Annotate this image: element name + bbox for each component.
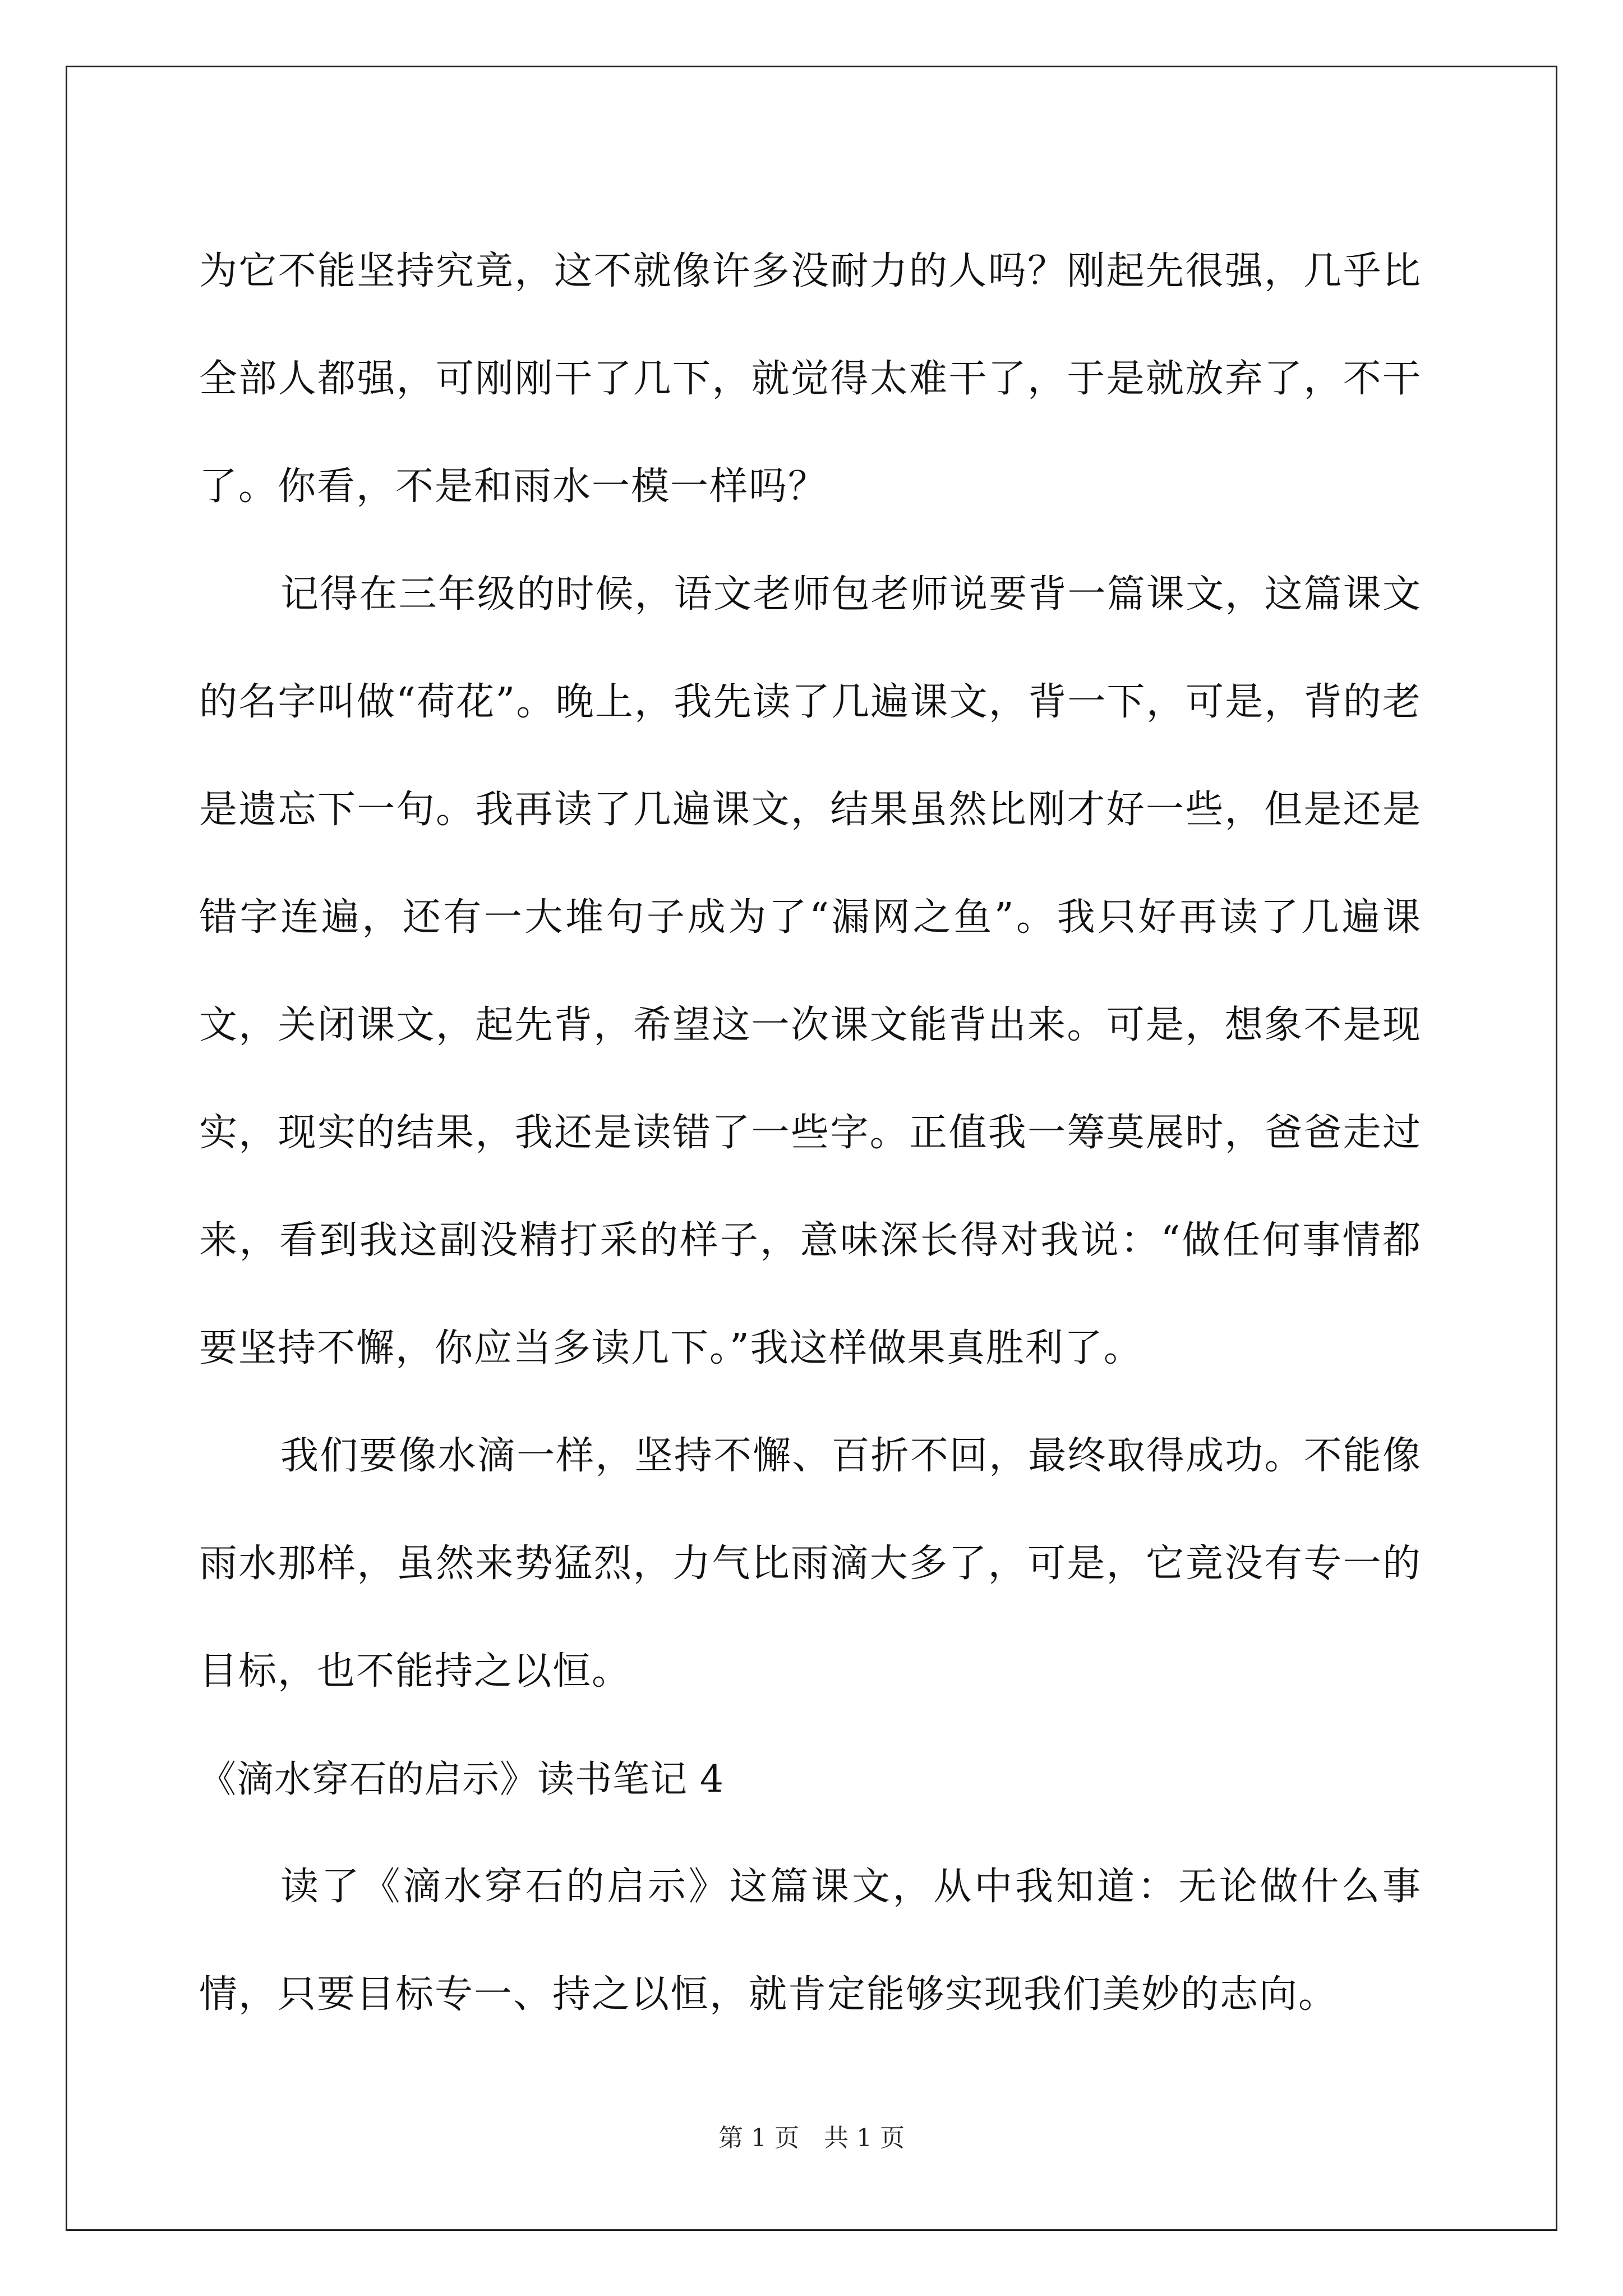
- paragraph-reading-note: 读了《滴水穿石的启示》这篇课文，从中我知道：无论做什么事情，只要目标专一、持之以恒，就肯定能够实现我们美妙的志向。: [199, 1865, 1422, 2017]
- document-body: [199, 218, 1422, 2049]
- page-footer: 第 1 页 共 1 页: [718, 2124, 905, 2152]
- paragraph-conclusion: 我们要像水滴一样，坚持不懈、百折不回，最终取得成功。不能像雨水那样，虽然来势猛烈，力气比雨滴大多了，可是，它竟没有专一的目标，也不能持之以恒。: [199, 1434, 1422, 1694]
- paragraph-continuation: 为它不能坚持究竟，这不就像许多没耐力的人吗？刚起先很强，几乎比全部人都强，可刚刚干了几下，就觉得太难干了，于是就放弃了，不干了。你看，不是和雨水一模一样吗？: [199, 249, 1422, 509]
- section-heading: 《滴水穿石的启示》读书笔记 4: [199, 1757, 724, 1801]
- paragraph-memory: 记得在三年级的时候，语文老师包老师说要背一篇课文，这篇课文的名字叫做“荷花”。晚上，我先读了几遍课文，背一下，可是，背的老是遗忘下一句。我再读了几遍课文，结果虽然比刚才好一些，但是还是错字连遍，还有一大堆句子成为了“漏网之鱼”。我只好再读了几遍课文，关闭课文，起先背，希望这一次课文能背出来。可是，想象不是现实，现实的结果，我还是读错了一些字。正值我一筹莫展时，爸爸走过来，看到我这副没精打采的样子，意味深长得对我说：“做任何事情都要坚持不懈，你应当多读几下。”我这样做果真胜利了。: [199, 572, 1422, 1370]
